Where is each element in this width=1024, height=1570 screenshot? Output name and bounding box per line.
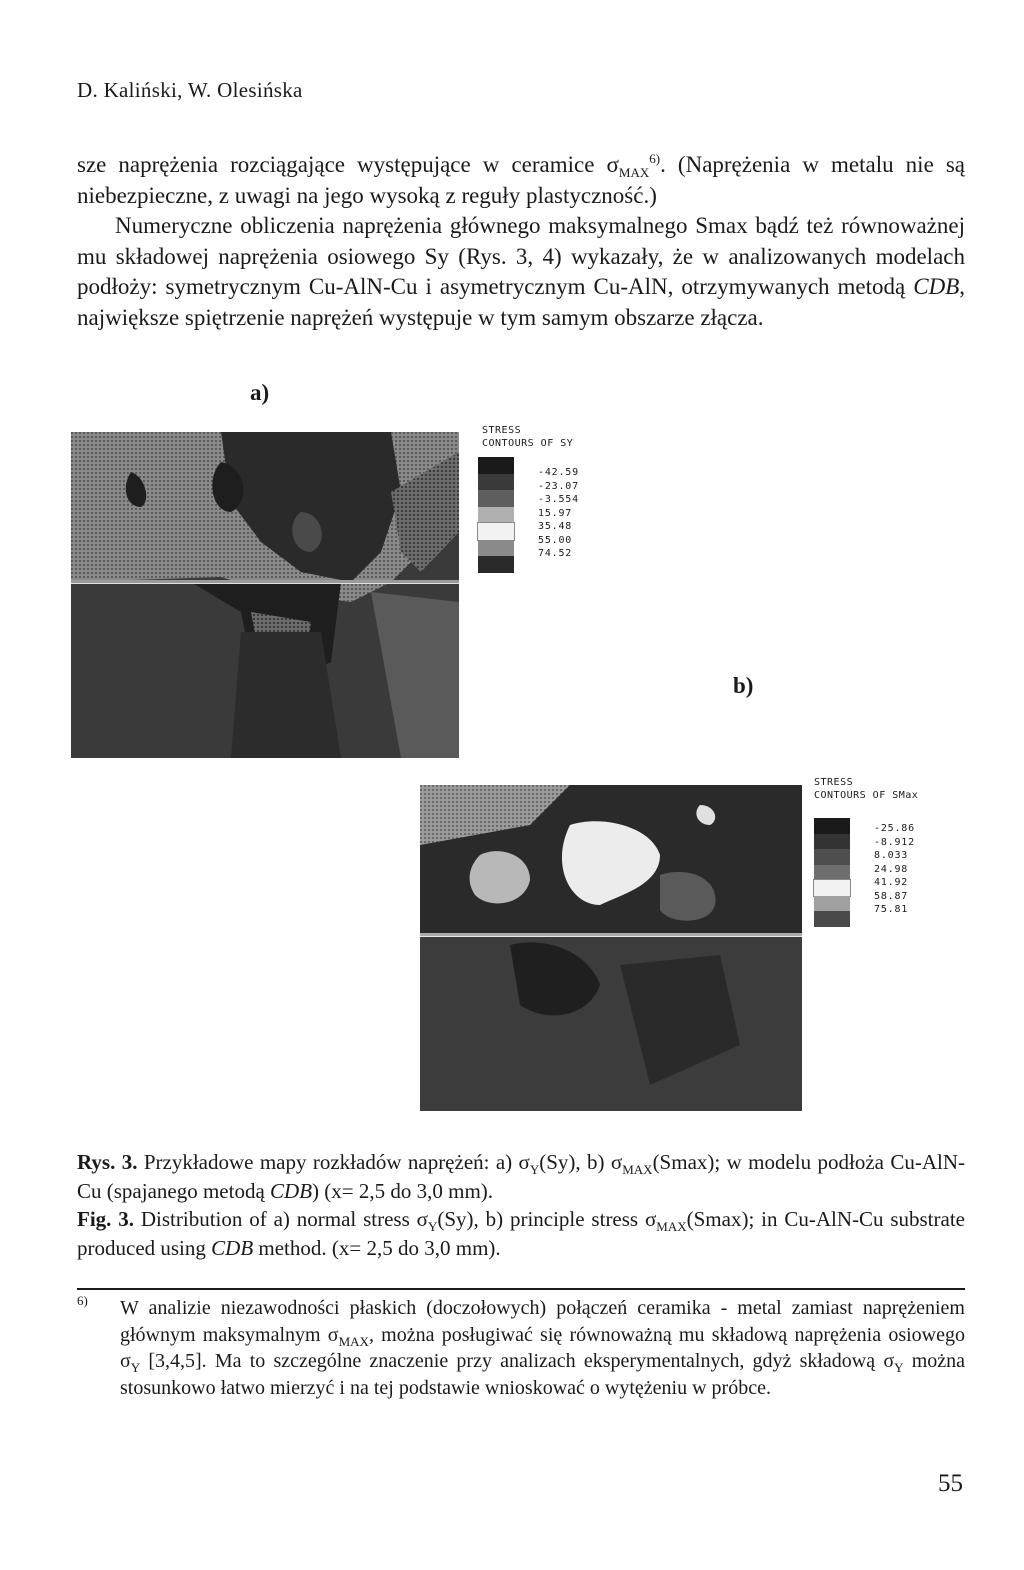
legend-swatch bbox=[478, 556, 514, 573]
paragraph-1: sze naprężenia rozciągające występujące w ceramice $\sigma_{MAX}^{6)}$. (Naprężenia w metalu nie są niebezpieczne, z uwagi na jego wysoką z reguły plastyczność.) bbox=[77, 151, 965, 208]
figure-a-legend-title: STRESS CONTOURS OF SY bbox=[482, 425, 574, 449]
legend-swatch bbox=[478, 457, 514, 474]
figure-b-legend-values: -25.86 -8.912 8.033 24.98 41.92 58.87 75.81 bbox=[874, 823, 915, 915]
legend-swatch bbox=[478, 490, 514, 507]
figure-b-label: b) bbox=[733, 673, 754, 698]
figure-a-contour-map bbox=[71, 432, 459, 758]
footnote-divider bbox=[77, 1288, 965, 1290]
footnote-marker: 6) bbox=[77, 1293, 88, 1308]
footnote-text: W analizie niezawodności płaskich (doczołowych) połączeń ceramika - metal zamiast naprężeniem głównym maksymalnym $\sigma_{MAX}$, można posługiwać się równoważną mu składową naprężenia osiowego $\sigma_Y$ [3,4,5]. Ma to szczególne znaczenie przy analizach eksperymentalnych, gdyż składową $\sigma_Y$ można stosunkowo łatwo mierzyć i na tej podstawie wnioskować o wytężeniu w próbce. bbox=[120, 1297, 966, 1399]
caption-english: Fig. 3. Distribution of a) normal stress $\sigma_Y(Sy)$, b) principle stress $\sigma_{MAX}(Smax)$; in Cu-AlN-Cu substrate produced using CDB method. (x= 2,5 do 3,0 mm). bbox=[77, 1207, 965, 1260]
legend-swatch bbox=[814, 911, 850, 927]
legend-swatch bbox=[478, 523, 514, 540]
figure-caption bbox=[77, 1148, 965, 1262]
figure-b-legend-swatches bbox=[814, 818, 850, 927]
legend-swatch bbox=[814, 896, 850, 911]
figure-a-label: a) bbox=[250, 380, 270, 405]
figure-b-legend-title: STRESS CONTOURS OF SMax bbox=[814, 777, 919, 801]
legend-swatch bbox=[814, 880, 850, 896]
page-number: 55 bbox=[938, 1470, 963, 1497]
running-header: D. Kaliński, W. Olesińska bbox=[77, 78, 303, 102]
legend-swatch bbox=[814, 849, 850, 865]
figure-b-contour-map bbox=[420, 785, 802, 1111]
paragraph-2: Numeryczne obliczenia naprężenia głównego maksymalnego Smax bądź też równoważnej mu składowej naprężenia osiowego Sy (Rys. 3, 4) wykazały, że w analizowanych modelach podłoży: symetrycznym Cu-AlN-Cu i asymetrycznym Cu-AlN, otrzymywanych metodą CDB, największe spiętrzenie naprężeń występuje w tym samym obszarze złącza. bbox=[77, 213, 965, 330]
caption-polish: Rys. 3. Przykładowe mapy rozkładów naprężeń: a) $\sigma_Y(Sy)$, b) $\sigma_{MAX}(Smax)$; w modelu podłoża Cu-AlN-Cu (spajanego metodą CDB) (x= 2,5 do 3,0 mm). bbox=[77, 1150, 965, 1203]
legend-swatch bbox=[814, 865, 850, 880]
legend-swatch bbox=[814, 834, 850, 849]
legend-swatch bbox=[478, 540, 514, 556]
body-text bbox=[77, 150, 965, 333]
legend-swatch bbox=[814, 818, 850, 834]
figure-a-legend-values: -42.59 -23.07 -3.554 15.97 35.48 55.00 74.52 bbox=[538, 467, 579, 559]
legend-swatch bbox=[478, 474, 514, 490]
figure-a-legend-swatches bbox=[478, 457, 514, 573]
legend-swatch bbox=[478, 507, 514, 523]
